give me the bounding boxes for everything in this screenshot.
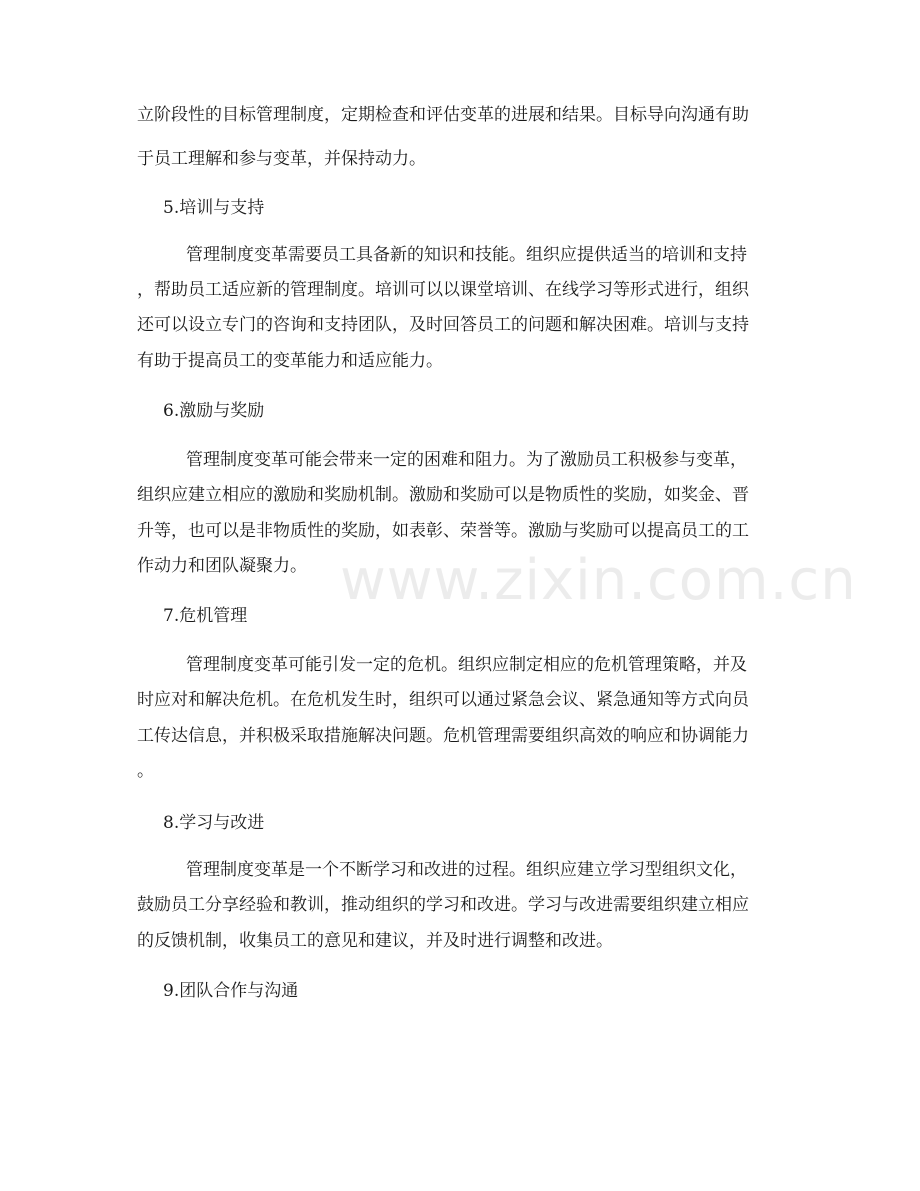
paragraph-line: 立阶段性的目标管理制度，定期检查和评估变革的进展和结果。目标导向沟通有助 <box>137 105 749 125</box>
paragraph-line: 鼓励员工分享经验和教训，推动组织的学习和改进。学习与改进需要组织建立相应 <box>137 895 749 915</box>
section-heading: 9.团队合作与沟通 <box>163 981 299 1001</box>
section-heading: 6.激励与奖励 <box>163 401 265 421</box>
paragraph-line: 。 <box>137 761 154 781</box>
paragraph-line: 作动力和团队凝聚力。 <box>137 556 307 576</box>
paragraph-line: 于员工理解和参与变革，并保持动力。 <box>137 149 426 169</box>
section-heading: 7.危机管理 <box>163 606 248 626</box>
paragraph-line: 工传达信息，并积极采取措施解决问题。危机管理需要组织高效的响应和协调能力 <box>137 726 749 746</box>
paragraph-line: 管理制度变革需要员工具备新的知识和技能。组织应提供适当的培训和支持 <box>186 245 747 265</box>
paragraph-line: 有助于提高员工的变革能力和适应能力。 <box>137 351 443 371</box>
paragraph-line: 管理制度变革可能引发一定的危机。组织应制定相应的危机管理策略，并及 <box>186 655 747 675</box>
watermark: www.zixin.com.cn <box>340 548 857 613</box>
paragraph-line: 还可以设立专门的咨询和支持团队，及时回答员工的问题和解决困难。培训与支持 <box>137 315 749 335</box>
paragraph-line: 管理制度变革可能会带来一定的困难和阻力。为了激励员工积极参与变革， <box>186 450 747 470</box>
paragraph-line: 时应对和解决危机。在危机发生时，组织可以通过紧急会议、紧急通知等方式向员 <box>137 690 749 710</box>
paragraph-line: 管理制度变革是一个不断学习和改进的过程。组织应建立学习型组织文化， <box>186 860 747 880</box>
paragraph-line: 升等，也可以是非物质性的奖励，如表彰、荣誉等。激励与奖励可以提高员工的工 <box>137 521 749 541</box>
section-heading: 5.培训与支持 <box>163 198 265 218</box>
section-heading: 8.学习与改进 <box>163 813 265 833</box>
paragraph-line: 的反馈机制，收集员工的意见和建议，并及时进行调整和改进。 <box>137 931 613 951</box>
paragraph-line: ，帮助员工适应新的管理制度。培训可以以课堂培训、在线学习等形式进行，组织 <box>137 280 749 300</box>
paragraph-line: 组织应建立相应的激励和奖励机制。激励和奖励可以是物质性的奖励，如奖金、晋 <box>137 485 749 505</box>
